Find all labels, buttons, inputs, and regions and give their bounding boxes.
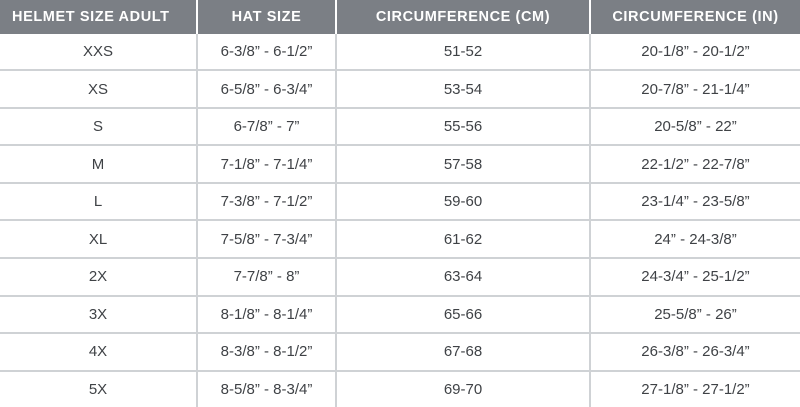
table-header bbox=[0, 0, 800, 34]
cell-circumference-in: 26-3/8” - 26-3/4” bbox=[590, 333, 800, 371]
cell-circumference-cm: 55-56 bbox=[336, 108, 590, 146]
cell-circumference-in: 22-1/2” - 22-7/8” bbox=[590, 145, 800, 183]
cell-helmet-size: 4X bbox=[0, 333, 197, 371]
cell-hat-size: 8-5/8” - 8-3/4” bbox=[197, 371, 336, 407]
cell-circumference-in: 23-1/4” - 23-5/8” bbox=[590, 183, 800, 221]
table-header-row bbox=[0, 0, 800, 34]
table-body bbox=[0, 34, 800, 407]
table-row bbox=[0, 333, 800, 371]
cell-circumference-cm: 69-70 bbox=[336, 371, 590, 407]
cell-hat-size: 8-1/8” - 8-1/4” bbox=[197, 296, 336, 334]
cell-helmet-size: 3X bbox=[0, 296, 197, 334]
table-row bbox=[0, 371, 800, 407]
cell-circumference-cm: 65-66 bbox=[336, 296, 590, 334]
cell-helmet-size: XXS bbox=[0, 34, 197, 70]
cell-helmet-size: 5X bbox=[0, 371, 197, 407]
cell-circumference-cm: 63-64 bbox=[336, 258, 590, 296]
cell-circumference-cm: 67-68 bbox=[336, 333, 590, 371]
cell-hat-size: 7-3/8” - 7-1/2” bbox=[197, 183, 336, 221]
cell-hat-size: 7-5/8” - 7-3/4” bbox=[197, 220, 336, 258]
table-row bbox=[0, 34, 800, 70]
cell-hat-size: 6-5/8” - 6-3/4” bbox=[197, 70, 336, 108]
table-row bbox=[0, 183, 800, 221]
cell-helmet-size: XL bbox=[0, 220, 197, 258]
cell-helmet-size: XS bbox=[0, 70, 197, 108]
table-row bbox=[0, 108, 800, 146]
table-row bbox=[0, 220, 800, 258]
cell-circumference-cm: 59-60 bbox=[336, 183, 590, 221]
cell-circumference-cm: 61-62 bbox=[336, 220, 590, 258]
cell-helmet-size: S bbox=[0, 108, 197, 146]
cell-helmet-size: L bbox=[0, 183, 197, 221]
cell-circumference-in: 24-3/4” - 25-1/2” bbox=[590, 258, 800, 296]
cell-hat-size: 6-7/8” - 7” bbox=[197, 108, 336, 146]
cell-circumference-in: 24” - 24-3/8” bbox=[590, 220, 800, 258]
cell-hat-size: 7-1/8” - 7-1/4” bbox=[197, 145, 336, 183]
cell-hat-size: 6-3/8” - 6-1/2” bbox=[197, 34, 336, 70]
cell-circumference-in: 20-7/8” - 21-1/4” bbox=[590, 70, 800, 108]
cell-helmet-size: 2X bbox=[0, 258, 197, 296]
cell-circumference-in: 27-1/8” - 27-1/2” bbox=[590, 371, 800, 407]
cell-circumference-in: 20-1/8” - 20-1/2” bbox=[590, 34, 800, 70]
cell-hat-size: 8-3/8” - 8-1/2” bbox=[197, 333, 336, 371]
column-header-hat-size: HAT SIZE bbox=[197, 0, 336, 34]
column-header-helmet-size-adult: HELMET SIZE ADULT bbox=[0, 0, 197, 34]
cell-circumference-in: 20-5/8” - 22” bbox=[590, 108, 800, 146]
table-row bbox=[0, 70, 800, 108]
table-row bbox=[0, 296, 800, 334]
cell-circumference-cm: 51-52 bbox=[336, 34, 590, 70]
table-row bbox=[0, 145, 800, 183]
cell-circumference-cm: 57-58 bbox=[336, 145, 590, 183]
column-header-circumference-in: CIRCUMFERENCE (IN) bbox=[590, 0, 800, 34]
table-row bbox=[0, 258, 800, 296]
cell-helmet-size: M bbox=[0, 145, 197, 183]
cell-circumference-cm: 53-54 bbox=[336, 70, 590, 108]
cell-hat-size: 7-7/8” - 8” bbox=[197, 258, 336, 296]
cell-circumference-in: 25-5/8” - 26” bbox=[590, 296, 800, 334]
column-header-circumference-cm: CIRCUMFERENCE (CM) bbox=[336, 0, 590, 34]
